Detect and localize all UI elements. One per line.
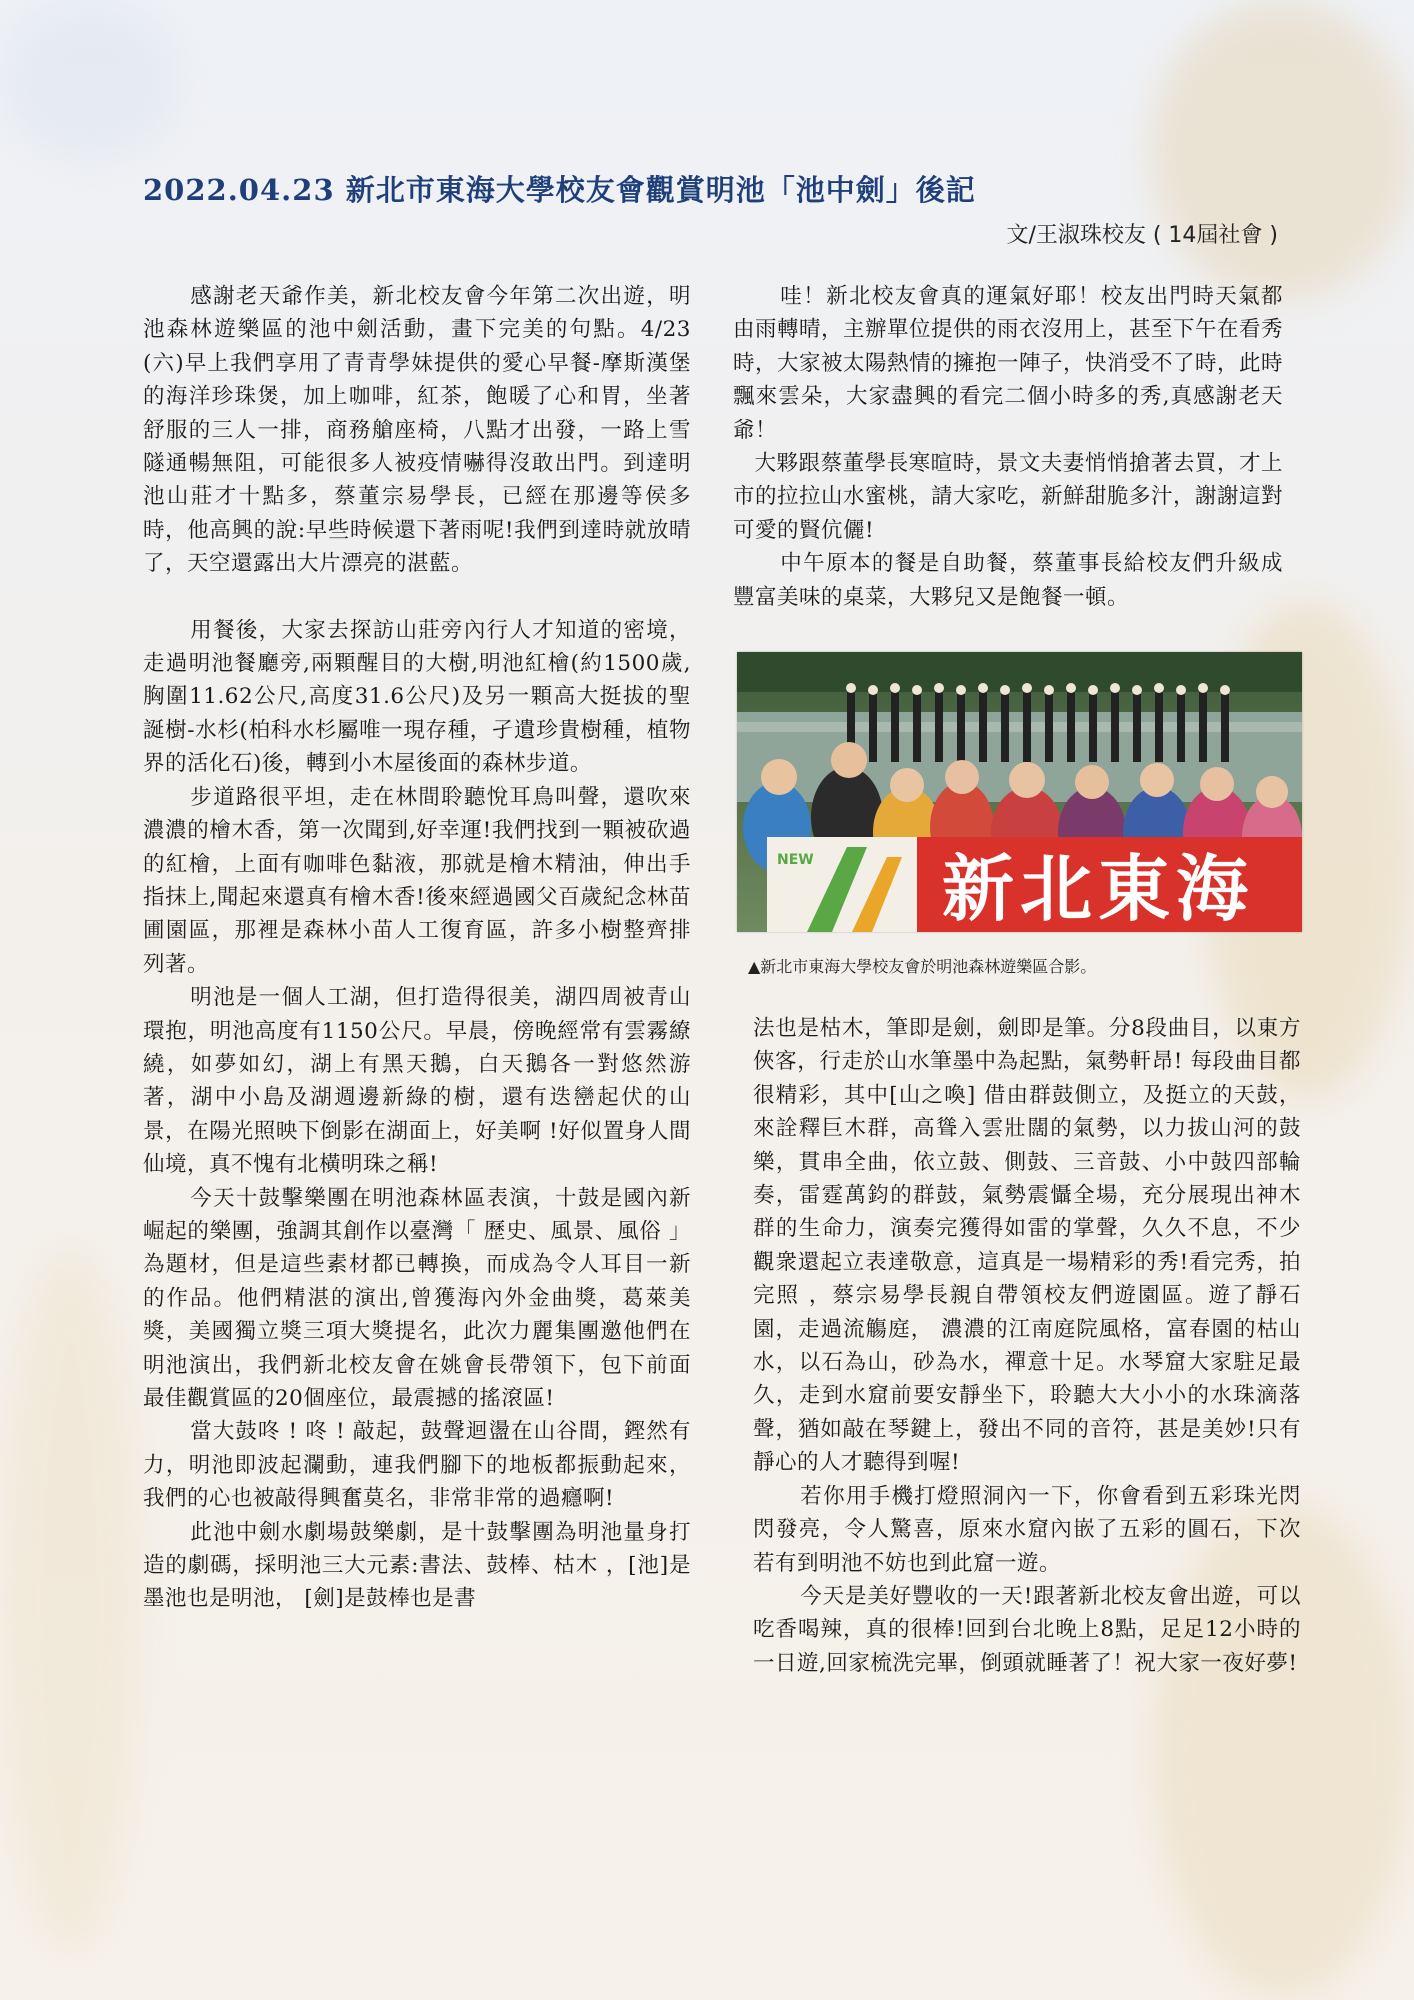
paragraph: 用餐後，大家去探訪山莊旁內行人才知道的密境，走過明池餐廳旁,兩顆醒目的大樹,明池紅檜(約1500歲,胸圍11.62公尺,高度31.6公尺)及另一顆高大挺拔的聖誕樹-水杉(柏科水杉屬唯一現存種，孑遺珍貴樹種，植物界的活化石)後，轉到小木屋後面的森林步道。 — [143, 617, 691, 777]
paragraph: 明池是一個人工湖，但打造得很美，湖四周被青山環抱，明池高度有1150公尺。早晨，傍晚經常有雲霧繚繞，如夢如幻，湖上有黑天鵝，白天鵝各一對悠然游著，湖中小島及湖週邊新綠的樹，還有迭巒起伏的山景，在陽光照映下倒影在湖面上，好美啊 !好似置身人間仙境，真不愧有北橫明珠之稱! — [143, 985, 691, 1178]
paragraph: 法也是枯木，筆即是劍，劍即是筆。分8段曲目，以東方俠客，行走於山水筆墨中為起點，氣勢軒昂! 每段曲目都很精彩，其中[山之喚] 借由群鼓側立，及挺立的天鼓，來詮釋巨木群，高聳入雲壯闊的氣勢，以力拔山河的鼓樂，貫串全曲，依立鼓、側鼓、三音鼓、小中鼓四部輪奏，雷霆萬鈞的群鼓，氣勢震懾全場，充分展現出神木群的生命力，演奏完獲得如雷的掌聲，久久不息，不少觀衆還起立表達敬意，這真是一場精彩的秀!看完秀，拍完照 ，蔡宗易學長親自帶領校友們遊園區。遊了靜石園，走過流觴庭， 濃濃的江南庭院風格，富春園的枯山水，以石為山，砂為水，禪意十足。水琴窟大家駐足最久，走到水窟前要安靜坐下，聆聽大大小小的水珠滴落聲，猶如敲在琴鍵上，發出不同的音符，甚是美妙!只有靜心的人才聽得到喔! — [753, 1016, 1301, 1476]
article-author: 文/王淑珠校友 ( 14屆社會 ) — [1006, 223, 1278, 248]
right-column-bottom — [753, 1012, 1301, 1680]
paragraph: 感謝老天爺作美，新北校友會今年第二次出遊，明池森林遊樂區的池中劍活動，畫下完美的句點。4/23 (六)早上我們享用了青青學妹提供的愛心早餐-摩斯漢堡的海洋珍珠煲，加上咖啡，紅茶，飽暖了心和胃，坐著舒服的三人一排，商務艙座椅，八點才出發，一路上雪隧通暢無阻，可能很多人被疫情嚇得沒敢出門。到達明池山莊才十點多，蔡董宗易學長，已經在那邊等侯多時，他高興的說:早些時候還下著雨呢!我們到達時就放晴了，天空還露出大片漂亮的湛藍。 — [143, 284, 691, 577]
paragraph: 當大鼓咚 ! 咚 ! 敲起，鼓聲迴盪在山谷間，鏗然有力，明池即波起瀾動，連我們腳下的地板都振動起來，我們的心也被敲得興奮莫名，非常非常的過癮啊! — [143, 1419, 691, 1512]
photo-caption: ▲新北市東海大學校友會於明池森林遊樂區合影。 — [748, 957, 1097, 976]
paragraph: 哇！新北校友會真的運氣好耶！校友出門時天氣都由雨轉晴，主辦單位提供的雨衣沒用上，甚至下午在看秀時，大家被太陽熱情的擁抱一陣子，快消受不了時，此時飄來雲朵，大家盡興的看完二個小時多的秀,真感謝老天爺！ — [733, 284, 1284, 443]
article-title: 2022.04.23 新北市東海大學校友會觀賞明池「池中劍」後記 — [143, 173, 976, 207]
left-column — [143, 280, 691, 1616]
right-column-top — [733, 280, 1283, 614]
paragraph: 今天是美好豐收的一天!跟著新北校友會出遊，可以吃香喝辣，真的很棒!回到台北晚上8點，足足12小時的一日遊,回家梳洗完畢，倒頭就睡著了！祝大家一夜好夢! — [753, 1583, 1301, 1676]
paragraph: 若你用手機打燈照洞內一下，你會看到五彩珠光閃閃發亮，令人驚喜，原來水窟內嵌了五彩的圓石，下次若有到明池不妨也到此窟一遊。 — [753, 1483, 1301, 1576]
banner-text: 新北東海 — [942, 846, 1255, 931]
paragraph: 大夥跟蔡董學長寒暄時，景文夫妻悄悄搶著去買，才上市的拉拉山水蜜桃，請大家吃，新鮮甜脆多汁，謝謝這對可愛的賢伉儷! — [733, 451, 1284, 543]
paragraph: 此池中劍水劇場鼓樂劇，是十鼓擊團為明池量身打造的劇碼，採明池三大元素:書法、鼓棒、枯木 ，[池]是墨池也是明池， [劍]是鼓棒也是書 — [143, 1519, 691, 1612]
group-photo — [737, 652, 1302, 932]
paragraph: 中午原本的餐是自助餐，蔡董事長給校友們升級成豐富美味的桌菜，大夥兒又是飽餐一頓。 — [733, 551, 1283, 610]
banner-logo-text: NEW — [777, 852, 814, 868]
paragraph: 今天十鼓擊樂團在明池森林區表演，十鼓是國內新崛起的樂團，強調其創作以臺灣「 歷史、風景、風俗 」為題材，但是這些素材都已轉換，而成為令人耳目一新的作品。他們精湛的演出,曾獲海內外金曲獎，葛萊美獎，美國獨立獎三項大獎提名，此次力麗集團邀他們在明池演出，我們新北校友會在姚會長帶領下，包下前面最佳觀賞區的20個座位，最震撼的搖滾區! — [143, 1185, 691, 1411]
paragraph: 步道路很平坦，走在林間聆聽悅耳鳥叫聲，還吹來濃濃的檜木香，第一次聞到,好幸運!我們找到一顆被砍過的紅檜，上面有咖啡色黏液，那就是檜木精油，伸出手指抹上,聞起來還真有檜木香!後來經過國父百歲紀念林苗圃園區，那裡是森林小苗人工復育區，許多小樹整齊排列著。 — [143, 784, 691, 977]
